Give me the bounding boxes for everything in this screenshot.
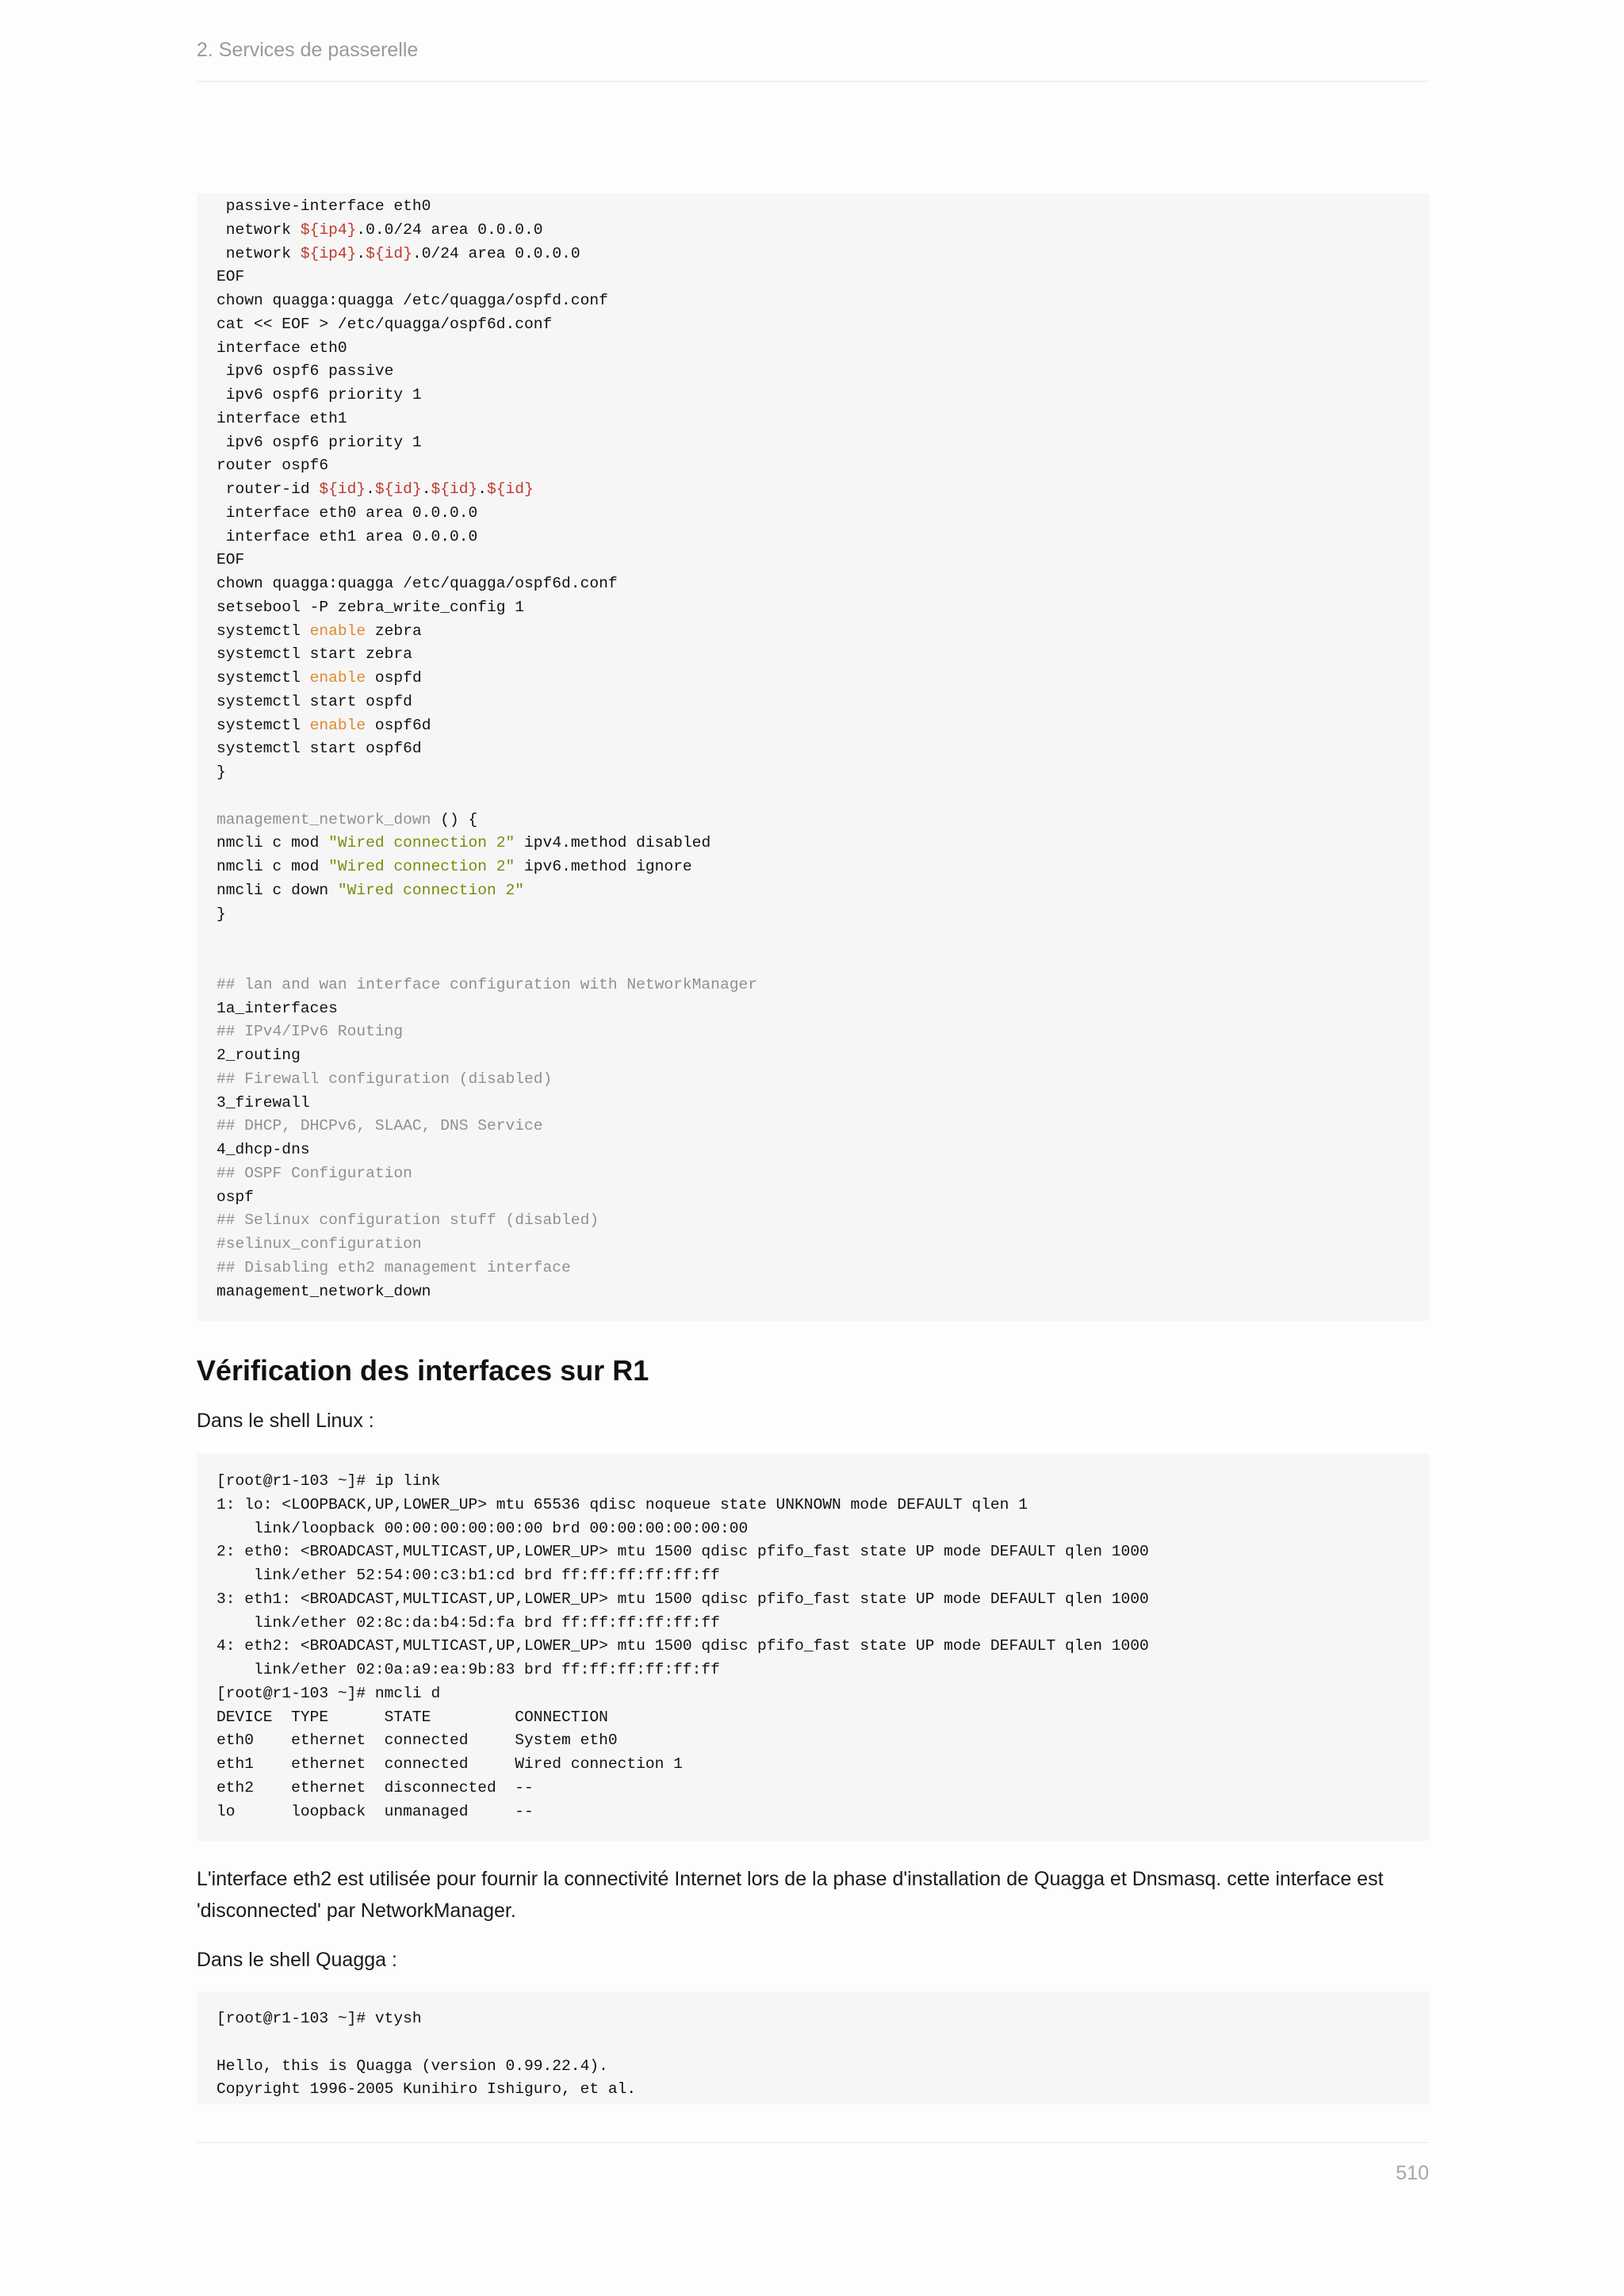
code-token: lo loopback unmanaged -- [216, 1802, 534, 1820]
code-token: 4_dhcp-dns [216, 1141, 310, 1158]
code-token: . [356, 244, 366, 262]
code-line [216, 1682, 1429, 1706]
code-token: enable [309, 622, 366, 640]
code-line [216, 1612, 1429, 1636]
code-token: ## IPv4/IPv6 Routing [216, 1023, 404, 1041]
code-token: 1: lo: <LOOPBACK,UP,LOWER_UP> mtu 65536 qdisc noqueue state UNKNOWN mode DEFAULT qlen 1 [216, 1495, 1028, 1513]
code-token: . [477, 480, 488, 498]
code-line [216, 737, 1429, 761]
code-token: link/ether 52:54:00:c3:b1:cd brd ff:ff:ff:ff:ff:ff [216, 1567, 720, 1584]
code-token: ## Selinux configuration stuff (disabled) [216, 1211, 599, 1230]
code-line [216, 974, 1429, 997]
code-line [216, 997, 1429, 1021]
code-line [216, 903, 1429, 927]
code-line [216, 1635, 1429, 1659]
code-token: network [216, 220, 301, 239]
code-line [216, 289, 1429, 313]
code-token: 1a_interfaces [216, 999, 338, 1017]
code-token: 2_routing [216, 1047, 301, 1064]
code-line [216, 691, 1429, 714]
code-line [216, 1044, 1429, 1068]
code-line [216, 667, 1429, 691]
code-token: management_network_down [216, 810, 431, 828]
code-token: [root@r1-103 ~]# ip link [216, 1472, 441, 1490]
code-line [216, 832, 1429, 855]
code-token: "Wired connection 2" [328, 834, 515, 852]
code-line [216, 1659, 1429, 1682]
code-line [216, 855, 1429, 879]
chapter-title: 2. Services de passerelle [197, 39, 419, 61]
code-line [216, 1257, 1429, 1280]
code-line [216, 1138, 1429, 1162]
code-token: ipv6 ospf6 priority 1 [216, 433, 422, 451]
code-line [216, 1068, 1429, 1092]
code-token: systemctl [216, 669, 310, 687]
code-token: [root@r1-103 ~]# nmcli d [216, 1684, 441, 1702]
code-token: nmcli c mod [216, 834, 329, 852]
code-token: 2: eth0: <BROADCAST,MULTICAST,UP,LOWER_UP> mtu 1500 qdisc pfifo_fast state UP mode DEFAULT qlen 1000 [216, 1543, 1149, 1561]
code-line [216, 2007, 1429, 2031]
code-token: systemctl start zebra [216, 645, 412, 664]
code-line [216, 620, 1429, 644]
code-line [216, 1233, 1429, 1257]
code-token: ${ip4} [300, 244, 357, 262]
code-line [216, 1706, 1429, 1730]
paragraph-quagga-shell: Dans le shell Quagga : [197, 1949, 397, 1971]
code-token: ospfd [366, 669, 422, 687]
code-line [216, 950, 1429, 974]
code-token: .0.0/24 area 0.0.0.0 [356, 220, 543, 239]
paragraph-eth2-line-2: 'disconnected' par NetworkManager. [197, 1900, 516, 1922]
code-token: link/ether 02:8c:da:b4:5d:fa brd ff:ff:ff:ff:ff:ff [216, 1613, 720, 1632]
code-line [216, 1209, 1429, 1233]
code-line [216, 1280, 1429, 1304]
code-line [216, 454, 1429, 478]
code-line [216, 431, 1429, 455]
code-token: ## DHCP, DHCPv6, SLAAC, DNS Service [216, 1117, 543, 1135]
code-token: "Wired connection 2" [337, 881, 525, 899]
code-token: enable [309, 669, 366, 687]
code-line [216, 502, 1429, 526]
code-token: router ospf6 [216, 457, 329, 475]
code-line [216, 879, 1429, 903]
page-header [197, 38, 1429, 82]
code-line [216, 1800, 1429, 1824]
code-line [216, 785, 1429, 809]
code-line [216, 2078, 1429, 2102]
code-token: systemctl [216, 622, 310, 640]
page-footer [197, 2142, 1429, 2184]
code-token: ipv4.method disabled [515, 834, 711, 852]
code-token: ospf [216, 1188, 255, 1206]
code-line [216, 243, 1429, 266]
code-block-ip-link [197, 1454, 1429, 1841]
code-token: ## lan and wan interface configuration with NetworkManager [216, 975, 757, 993]
code-line [216, 1588, 1429, 1612]
code-line [216, 1020, 1429, 1044]
code-line [216, 714, 1429, 738]
code-token: link/ether 02:0a:a9:ea:9b:83 brd ff:ff:ff:ff:ff:ff [216, 1661, 720, 1678]
code-token: ospf6d [366, 716, 431, 734]
code-token: network [216, 244, 301, 262]
code-token: eth0 ethernet connected System eth0 [216, 1732, 618, 1750]
code-token: ${id} [487, 480, 534, 498]
code-line [216, 596, 1429, 620]
code-token: .0/24 area 0.0.0.0 [412, 244, 580, 262]
code-line [216, 266, 1429, 289]
code-token: cat << EOF > /etc/quagga/ospf6d.conf [216, 315, 553, 333]
code-token: setsebool -P zebra_write_config 1 [216, 598, 525, 616]
code-line [216, 195, 1429, 219]
code-token: 3_firewall [216, 1093, 310, 1112]
code-line [216, 1115, 1429, 1138]
code-line [216, 384, 1429, 408]
code-line [216, 526, 1429, 549]
code-line [216, 926, 1429, 950]
code-line [216, 478, 1429, 502]
code-line [216, 1517, 1429, 1541]
code-token: systemctl start ospfd [216, 692, 412, 710]
code-block-vtysh [197, 1992, 1429, 2104]
code-line [216, 408, 1429, 431]
code-token: eth2 ethernet disconnected -- [216, 1778, 534, 1797]
code-token: } [216, 763, 226, 781]
code-token: ${ip4} [300, 220, 357, 239]
code-token: ## OSPF Configuration [216, 1164, 412, 1182]
code-token: ${id} [319, 480, 366, 498]
code-token: enable [309, 716, 366, 734]
paragraph-eth2-note [197, 1863, 1429, 1927]
code-line [216, 2031, 1429, 2055]
code-token: Copyright 1996-2005 Kunihiro Ishiguro, et al. [216, 2080, 637, 2099]
code-token: ipv6.method ignore [515, 858, 692, 875]
code-token: . [366, 480, 375, 498]
code-token: ipv6 ospf6 priority 1 [216, 386, 422, 404]
code-token: EOF [216, 268, 245, 286]
code-line [216, 1753, 1429, 1777]
code-line [216, 1564, 1429, 1588]
code-token: interface eth1 area 0.0.0.0 [216, 527, 478, 545]
code-token: interface eth0 [216, 339, 347, 357]
code-line [216, 1162, 1429, 1186]
code-token: ${id} [431, 480, 478, 498]
code-line [216, 549, 1429, 572]
code-token: systemctl start ospf6d [216, 740, 422, 758]
code-line [216, 1540, 1429, 1564]
code-token: EOF [216, 551, 245, 569]
code-token: 4: eth2: <BROADCAST,MULTICAST,UP,LOWER_UP> mtu 1500 qdisc pfifo_fast state UP mode DEFAULT qlen 1000 [216, 1637, 1149, 1655]
code-token: chown quagga:quagga /etc/quagga/ospfd.conf [216, 292, 608, 309]
section-heading: Vérification des interfaces sur R1 [197, 1354, 649, 1387]
code-token: . [421, 480, 431, 498]
code-token: passive-interface eth0 [216, 197, 431, 215]
code-token: ## Disabling eth2 management interface [216, 1258, 571, 1276]
paragraph-linux-shell: Dans le shell Linux : [197, 1410, 374, 1432]
code-token: "Wired connection 2" [328, 858, 515, 875]
code-line [216, 1494, 1429, 1517]
code-line [216, 1470, 1429, 1494]
code-token: zebra [366, 622, 422, 640]
code-token: nmcli c down [216, 881, 338, 899]
page-number: 510 [1396, 2162, 1429, 2184]
code-line [216, 809, 1429, 832]
code-line [216, 1092, 1429, 1115]
paragraph-eth2-line-1: L'interface eth2 est utilisée pour fournir la connectivité Internet lors de la phase d'installation de Quagga et Dnsmasq. cette interface est [197, 1868, 1384, 1890]
code-line [216, 643, 1429, 667]
code-token: ipv6 ospf6 passive [216, 362, 394, 381]
code-line [216, 2055, 1429, 2079]
code-line [216, 1729, 1429, 1753]
code-token: management_network_down [216, 1282, 431, 1300]
code-line [216, 1777, 1429, 1800]
code-token: chown quagga:quagga /etc/quagga/ospf6d.conf [216, 575, 618, 592]
code-token: } [216, 905, 226, 923]
code-token: 3: eth1: <BROADCAST,MULTICAST,UP,LOWER_UP> mtu 1500 qdisc pfifo_fast state UP mode DEFAULT qlen 1000 [216, 1590, 1149, 1608]
code-line [216, 360, 1429, 384]
code-line [216, 572, 1429, 596]
code-line [216, 313, 1429, 337]
code-line [216, 219, 1429, 243]
code-token: #selinux_configuration [216, 1235, 422, 1253]
code-token: systemctl [216, 716, 310, 734]
code-token: () { [431, 810, 478, 828]
code-token: link/loopback 00:00:00:00:00:00 brd 00:00:00:00:00:00 [216, 1519, 749, 1537]
code-token: ${id} [374, 480, 422, 498]
code-token: Hello, this is Quagga (version 0.99.22.4). [216, 2057, 608, 2075]
code-line [216, 337, 1429, 361]
code-line [216, 1186, 1429, 1210]
code-token: ## Firewall configuration (disabled) [216, 1070, 553, 1088]
code-block-script [197, 193, 1429, 1321]
code-token: eth1 ethernet connected Wired connection 1 [216, 1755, 683, 1773]
code-token: ${id} [366, 244, 412, 262]
code-token: interface eth1 [216, 409, 347, 427]
code-line [216, 761, 1429, 785]
code-token: [root@r1-103 ~]# vtysh [216, 2010, 422, 2027]
code-token: router-id [216, 480, 320, 498]
code-token: interface eth0 area 0.0.0.0 [216, 503, 478, 522]
code-token: DEVICE TYPE STATE CONNECTION [216, 1708, 608, 1726]
code-token: nmcli c mod [216, 858, 329, 875]
